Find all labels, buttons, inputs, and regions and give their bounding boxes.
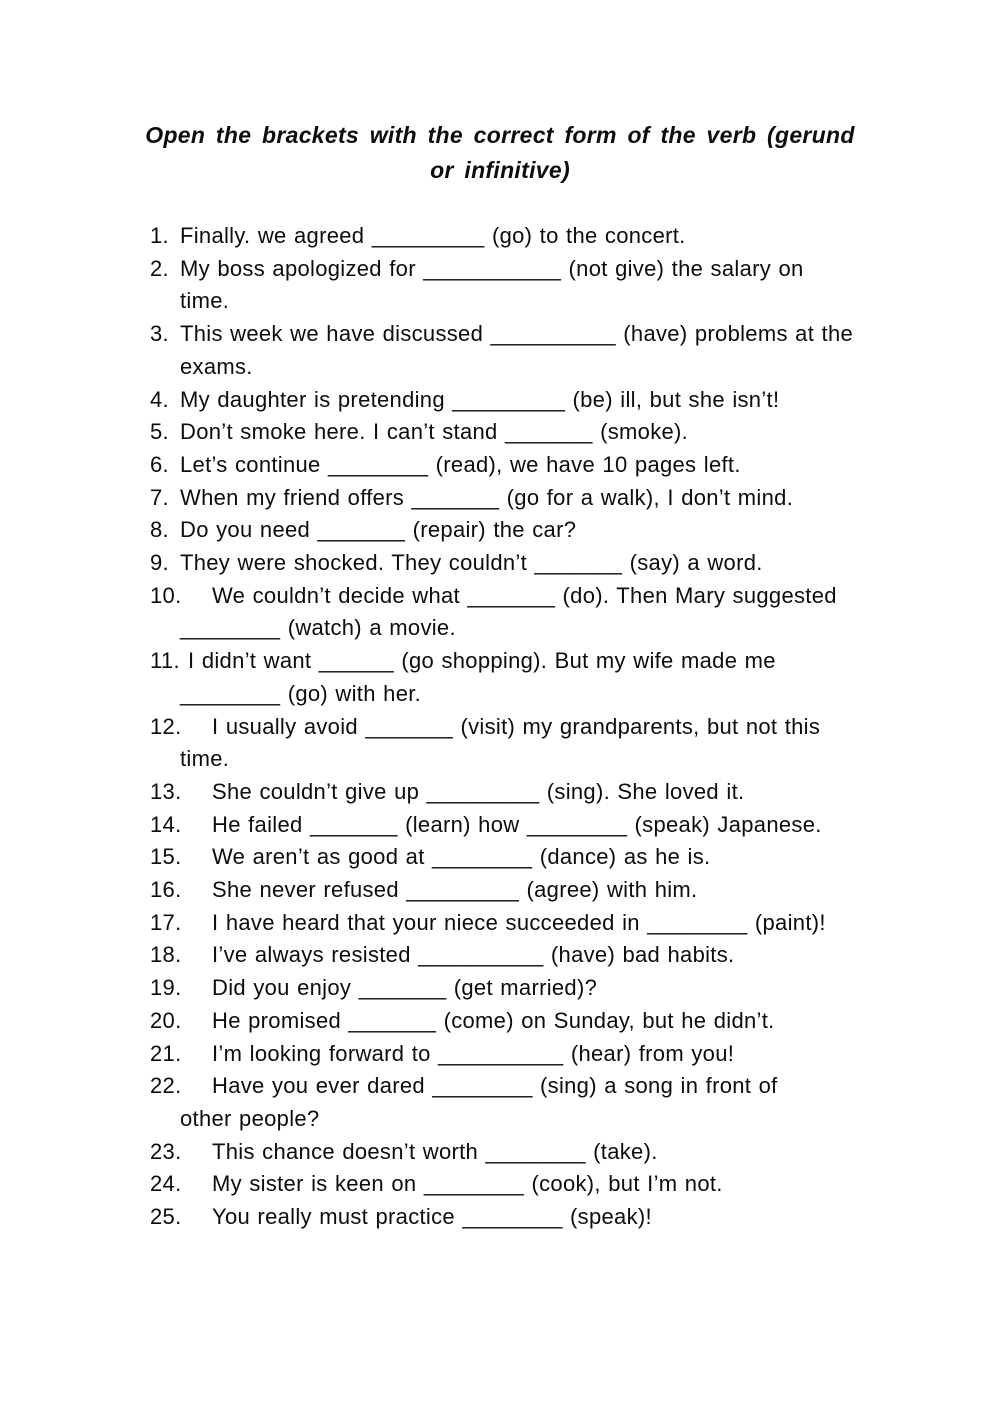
title-line-1: Open the brackets with the correct form of the verb (gerund bbox=[145, 122, 855, 148]
item-number: 3. bbox=[150, 321, 169, 347]
item-number: 5. bbox=[150, 419, 169, 445]
item-text: I have heard that your niece succeeded in ________ (paint)! bbox=[212, 909, 826, 935]
item-text: Finally. we agreed _________ (go) to the concert. bbox=[180, 223, 686, 248]
exercise-item bbox=[150, 907, 970, 940]
title-line-2: or infinitive) bbox=[430, 157, 570, 183]
exercise-list bbox=[150, 220, 970, 1234]
exercise-item bbox=[150, 1201, 970, 1234]
item-number: 14. bbox=[150, 811, 182, 837]
item-text: Let’s continue ________ (read), we have 10 pages left. bbox=[180, 451, 741, 477]
exercise-item bbox=[150, 645, 970, 710]
item-text: I’ve always resisted __________ (have) bad habits. bbox=[212, 942, 735, 968]
item-number: 16. bbox=[150, 877, 182, 903]
item-text: When my friend offers _______ (go for a walk), I don’t mind. bbox=[180, 484, 794, 510]
item-text: You really must practice ________ (speak)! bbox=[212, 1204, 652, 1230]
item-number: 9. bbox=[150, 550, 169, 576]
exercise-item bbox=[150, 939, 970, 972]
item-text: Do you need _______ (repair) the car? bbox=[180, 517, 577, 543]
exercise-item bbox=[150, 482, 970, 515]
exercise-item bbox=[150, 809, 970, 842]
item-number: 19. bbox=[150, 975, 182, 1001]
exercise-item bbox=[150, 580, 970, 645]
item-number: 11. bbox=[150, 648, 180, 674]
item-text: My boss apologized for ___________ (not give) the salary on bbox=[180, 255, 804, 281]
item-text: She couldn’t give up _________ (sing). She loved it. bbox=[212, 778, 745, 804]
item-number: 6. bbox=[150, 451, 169, 477]
item-text-continued: time. bbox=[180, 288, 230, 314]
exercise-item bbox=[150, 1136, 970, 1169]
item-number: 23. bbox=[150, 1138, 182, 1164]
item-text: Have you ever dared ________ (sing) a song in front of bbox=[212, 1073, 778, 1099]
exercise-item bbox=[150, 1005, 970, 1038]
item-number: 12. bbox=[150, 713, 182, 739]
item-text: I didn’t want ______ (go shopping). But my wife made me bbox=[188, 648, 776, 674]
exercise-item bbox=[150, 711, 970, 776]
item-text: My daughter is pretending _________ (be) ill, but she isn’t! bbox=[180, 386, 780, 412]
item-text: We aren’t as good at ________ (dance) as he is. bbox=[212, 844, 711, 870]
exercise-item bbox=[150, 449, 970, 482]
item-text-continued: ________ (watch) a movie. bbox=[180, 615, 456, 641]
item-text: Don’t smoke here. I can’t stand _______ (smoke). bbox=[180, 419, 689, 445]
item-text: I’m looking forward to __________ (hear) from you! bbox=[212, 1040, 735, 1066]
item-text: She never refused _________ (agree) with him. bbox=[212, 877, 698, 903]
item-text: I usually avoid _______ (visit) my grandparents, but not this bbox=[212, 713, 821, 739]
item-number: 17. bbox=[150, 909, 182, 935]
item-text: Did you enjoy _______ (get married)? bbox=[212, 975, 598, 1001]
exercise-item bbox=[150, 220, 970, 253]
item-number: 8. bbox=[150, 517, 169, 543]
item-number: 15. bbox=[150, 844, 182, 870]
exercise-item bbox=[150, 416, 970, 449]
item-number: 18. bbox=[150, 942, 182, 968]
item-text: He failed _______ (learn) how ________ (speak) Japanese. bbox=[212, 811, 822, 837]
item-text-continued: ________ (go) with her. bbox=[180, 680, 422, 706]
exercise-item bbox=[150, 547, 970, 580]
item-text-continued: time. bbox=[180, 746, 230, 772]
item-number: 24. bbox=[150, 1171, 182, 1197]
item-text: He promised _______ (come) on Sunday, but he didn’t. bbox=[212, 1007, 775, 1033]
exercise-item bbox=[150, 318, 970, 383]
item-number: 25. bbox=[150, 1204, 182, 1230]
exercise-item bbox=[150, 841, 970, 874]
item-number: 20. bbox=[150, 1007, 182, 1033]
item-text: This chance doesn’t worth ________ (take). bbox=[212, 1138, 658, 1164]
exercise-item bbox=[150, 384, 970, 417]
item-text: We couldn’t decide what _______ (do). Then Mary suggested bbox=[212, 582, 837, 608]
exercise-item bbox=[150, 874, 970, 907]
exercise-item bbox=[150, 514, 970, 547]
item-number: 1. bbox=[150, 223, 169, 248]
exercise-item bbox=[150, 1038, 970, 1071]
worksheet-title bbox=[60, 118, 940, 188]
item-text-continued: exams. bbox=[180, 353, 253, 379]
item-text: My sister is keen on ________ (cook), but I’m not. bbox=[212, 1171, 723, 1197]
item-number: 7. bbox=[150, 484, 169, 510]
exercise-item bbox=[150, 1168, 970, 1201]
exercise-item bbox=[150, 776, 970, 809]
exercise-item bbox=[150, 253, 970, 318]
item-number: 21. bbox=[150, 1040, 182, 1066]
item-number: 10. bbox=[150, 582, 182, 608]
item-text-continued: other people? bbox=[180, 1105, 320, 1131]
item-number: 2. bbox=[150, 255, 169, 281]
exercise-item bbox=[150, 1070, 970, 1135]
item-number: 13. bbox=[150, 778, 182, 804]
item-number: 4. bbox=[150, 386, 169, 412]
exercise-item bbox=[150, 972, 970, 1005]
item-text: They were shocked. They couldn’t _______ (say) a word. bbox=[180, 550, 763, 576]
item-text: This week we have discussed __________ (have) problems at the bbox=[180, 321, 854, 347]
item-number: 22. bbox=[150, 1073, 182, 1099]
